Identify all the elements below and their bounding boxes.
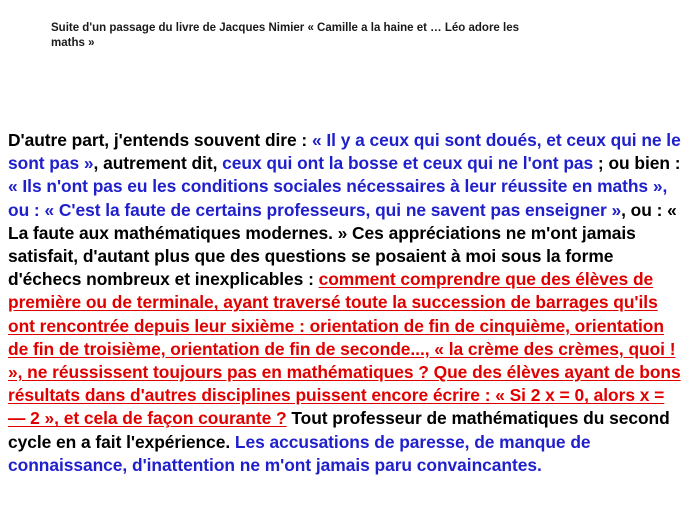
passage-text-2: , autrement dit, [93, 153, 223, 174]
header-line-2: maths » [51, 37, 95, 49]
passage-text-1: D'autre part, j'entends souvent dire : [8, 130, 312, 150]
passage-text-5: Tout professeur de mathématiques du second cycle en a fait l'expérience. [8, 408, 670, 452]
passage-text-3: ; ou bien : [593, 153, 681, 174]
passage-conclusion: Les accusations de paresse, de manque de connaissance, d'inattention ne m'ont jamais paru convaincantes. [8, 431, 591, 475]
passage-highlight-question: comment comprendre que des élèves de première ou de terminale, ayant traversé toute la succession de barrages qu'ils ont rencontrée depuis leur sixième : orientation de fin de cinquième, orientation de fin de troisième, orientation de fin de seconde..., « la crème des crèmes, quoi ! », ne réussissent toujours pas en mathématiques ? Que des élèves ayant de bons résultats dans d'autres disciplines puissent encore écrire : « Si 2 x = 0, alors x = — 2 », et cela de façon courante ? [8, 269, 681, 429]
document-header [51, 21, 571, 51]
passage-text-4: , ou : « La faute aux mathématiques modernes. » Ces appréciations ne m'ont jamais satisfait, d'autant plus que des questions se posaient à moi sous la forme d'échecs nombreux et inexplicables : [8, 199, 677, 290]
passage-quote-bosse: ceux qui ont la bosse et ceux qui ne l'ont pas [222, 153, 594, 174]
passage-quote-conditions: « Ils n'ont pas eu les conditions sociales nécessaires à leur réussite en maths », ou : « C'est la faute de certains professeurs, qui ne savent pas enseigner » [8, 176, 668, 220]
quote-passage [8, 129, 684, 477]
passage-quote-gifted: « Il y a ceux qui sont doués, et ceux qui ne le sont pas » [8, 130, 681, 174]
header-line-1: Suite d'un passage du livre de Jacques Nimier « Camille a la haine et … Léo adore les [51, 22, 520, 34]
